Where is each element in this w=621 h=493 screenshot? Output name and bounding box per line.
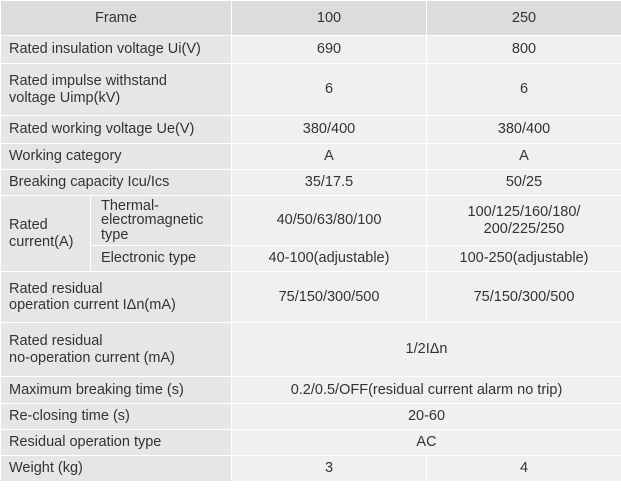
frame-header: Frame: [1, 1, 232, 36]
row-label: [1, 272, 232, 323]
row-value: 0.2/0.5/OFF(residual current alarm no trip): [232, 377, 621, 404]
sub-label: Electronic type: [91, 246, 232, 272]
table-row: [1, 36, 621, 64]
row-value: 100-250(adjustable): [427, 246, 621, 272]
row-label: Residual operation type: [1, 430, 232, 456]
row-label: Rated insulation voltage Ui(V): [1, 36, 232, 64]
row-value: 75/150/300/500: [427, 272, 621, 323]
sub-label: [91, 196, 232, 246]
table-row: [1, 323, 621, 377]
row-value: 380/400: [232, 116, 427, 144]
row-label: Maximum breaking time (s): [1, 377, 232, 404]
table-row: [1, 170, 621, 196]
row-value: 40-100(adjustable): [232, 246, 427, 272]
label-line: voltage Uimp(kV): [9, 89, 121, 106]
table-row: [1, 246, 621, 272]
label-line: Rated impulse withstand: [9, 73, 167, 90]
label-line: Rated: [9, 217, 48, 234]
row-label: Re-closing time (s): [1, 404, 232, 430]
row-value: 380/400: [427, 116, 621, 144]
table-row: [1, 272, 621, 323]
label-line: electromagnetic: [101, 212, 204, 229]
row-value: 6: [427, 64, 621, 116]
table-row: [1, 404, 621, 430]
row-label: Rated working voltage Ue(V): [1, 116, 232, 144]
row-label: Weight (kg): [1, 456, 232, 482]
row-value: 4: [427, 456, 621, 482]
label-line: Rated residual: [9, 333, 103, 350]
row-label: [1, 64, 232, 116]
row-label: Working category: [1, 144, 232, 170]
row-value: 3: [232, 456, 427, 482]
table-row: [1, 116, 621, 144]
value-line: 200/225/250: [483, 220, 565, 237]
value-line: 100/125/160/180/: [467, 204, 581, 221]
label-line: Rated residual: [9, 280, 103, 297]
label-line: operation current IΔn(mA): [9, 297, 176, 313]
row-label: [1, 196, 91, 272]
table-row: [1, 144, 621, 170]
row-value: 75/150/300/500: [232, 272, 427, 323]
table-row: [1, 430, 621, 456]
row-value: 20-60: [232, 404, 621, 430]
label-line: current(A): [9, 233, 74, 250]
row-value: 6: [232, 64, 427, 116]
table-row: [1, 377, 621, 404]
row-label: [1, 323, 232, 377]
table-row: [1, 64, 621, 116]
row-value: 690: [232, 36, 427, 64]
frame-100-header: 100: [232, 1, 427, 36]
row-value: AC: [232, 430, 621, 456]
row-value: [427, 196, 621, 246]
table-row: [1, 196, 621, 246]
frame-250-header: 250: [427, 1, 621, 36]
label-line: no-operation current (mA): [9, 349, 176, 366]
row-value: 40/50/63/80/100: [232, 196, 427, 246]
row-value: 800: [427, 36, 621, 64]
label-line: type: [101, 226, 129, 243]
label-line: Thermal-: [101, 197, 160, 214]
row-value: 50/25: [427, 170, 621, 196]
row-value: 35/17.5: [232, 170, 427, 196]
table-row: [1, 456, 621, 482]
row-label: Breaking capacity Icu/Ics: [1, 170, 232, 196]
row-value: A: [427, 144, 621, 170]
header-row: [1, 1, 621, 36]
row-value: A: [232, 144, 427, 170]
row-value: 1/2IΔn: [232, 323, 621, 377]
